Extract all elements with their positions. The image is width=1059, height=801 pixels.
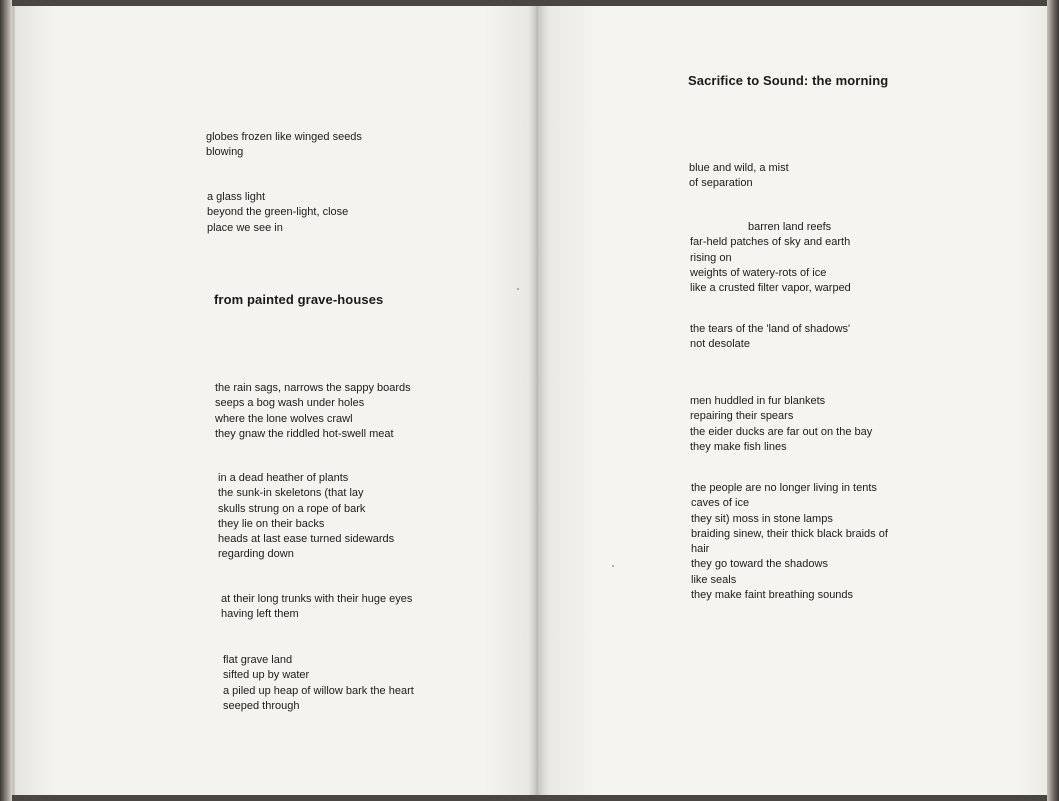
poem-line: braiding sinew, their thick black braids of [691, 527, 888, 540]
poem-line: of separation [689, 177, 753, 190]
poem-line: where the lone wolves crawl [215, 412, 353, 425]
poem-line: blowing [206, 146, 244, 159]
poem-line: the tears of the 'land of shadows' [690, 323, 851, 335]
poem-line: flat grave land [223, 654, 293, 666]
poem-line: seeped through [223, 699, 300, 712]
paper-speck [517, 288, 519, 290]
poem-line: heads at last ease turned sidewards [218, 533, 395, 546]
poem-line: place we see in [207, 221, 283, 234]
poem-line: they go toward the shadows [691, 558, 828, 571]
poem-line: they sit) moss in stone lamps [691, 512, 833, 525]
stanza [207, 190, 348, 236]
stanza [206, 130, 362, 161]
poem-line: the sunk-in skeletons (that lay [218, 487, 364, 500]
poem-title: Sacrifice to Sound: the morning [688, 73, 889, 88]
stanza [689, 161, 789, 192]
poem-line: rising on [690, 251, 732, 264]
stanza [215, 381, 411, 442]
book-edge-left [0, 0, 12, 801]
stanza [218, 471, 394, 563]
poem-line: like seals [691, 573, 737, 586]
poem-line: blue and wild, a mist [689, 162, 789, 174]
poem-line: far-held patches of sky and earth [690, 236, 851, 249]
poem-line: in a dead heather of plants [218, 472, 349, 484]
poem-line: hair [691, 543, 710, 556]
poem-line: sifted up by water [223, 669, 310, 682]
poem-line: caves of ice [691, 497, 750, 510]
stanza [221, 592, 412, 623]
poem-line: they lie on their backs [218, 517, 325, 530]
poem-line: not desolate [690, 338, 750, 351]
paper-speck [612, 565, 614, 567]
poem-line: a glass light [207, 191, 266, 203]
stanza [690, 394, 872, 455]
poem-line: the eider ducks are far out on the bay [690, 425, 873, 438]
poem-line: men huddled in fur blankets [690, 395, 826, 407]
poem-line: the people are no longer living in tents [691, 482, 877, 494]
poem-line: regarding down [218, 548, 294, 561]
poem-line: they make faint breathing sounds [691, 589, 854, 602]
poem-line: seeps a bog wash under holes [215, 397, 365, 410]
poem-line: they make fish lines [690, 440, 787, 453]
book-edge-right [1047, 0, 1059, 801]
poem-line: globes frozen like winged seeds [206, 131, 362, 143]
poem-line: repairing their spears [690, 410, 794, 423]
poem-line: a piled up heap of willow bark the heart [223, 684, 414, 697]
poem-line: at their long trunks with their huge eyes [221, 593, 413, 605]
poem-line: barren land reefs [748, 221, 832, 233]
poem-line: beyond the green-light, close [207, 206, 349, 219]
stanza [223, 653, 414, 714]
poem-line: like a crusted filter vapor, warped [690, 282, 851, 295]
stanza [691, 481, 888, 603]
stanza [690, 322, 850, 353]
poem-line: they gnaw the riddled hot-swell meat [215, 427, 394, 440]
poem-line: weights of watery-rots of ice [690, 266, 827, 279]
stanza [690, 220, 851, 296]
poem-line: the rain sags, narrows the sappy boards [215, 382, 411, 394]
book-gutter [528, 6, 546, 795]
poem-line: skulls strung on a rope of bark [218, 502, 366, 515]
poem-line: having left them [221, 608, 299, 621]
section-title: from painted grave-houses [214, 292, 384, 307]
